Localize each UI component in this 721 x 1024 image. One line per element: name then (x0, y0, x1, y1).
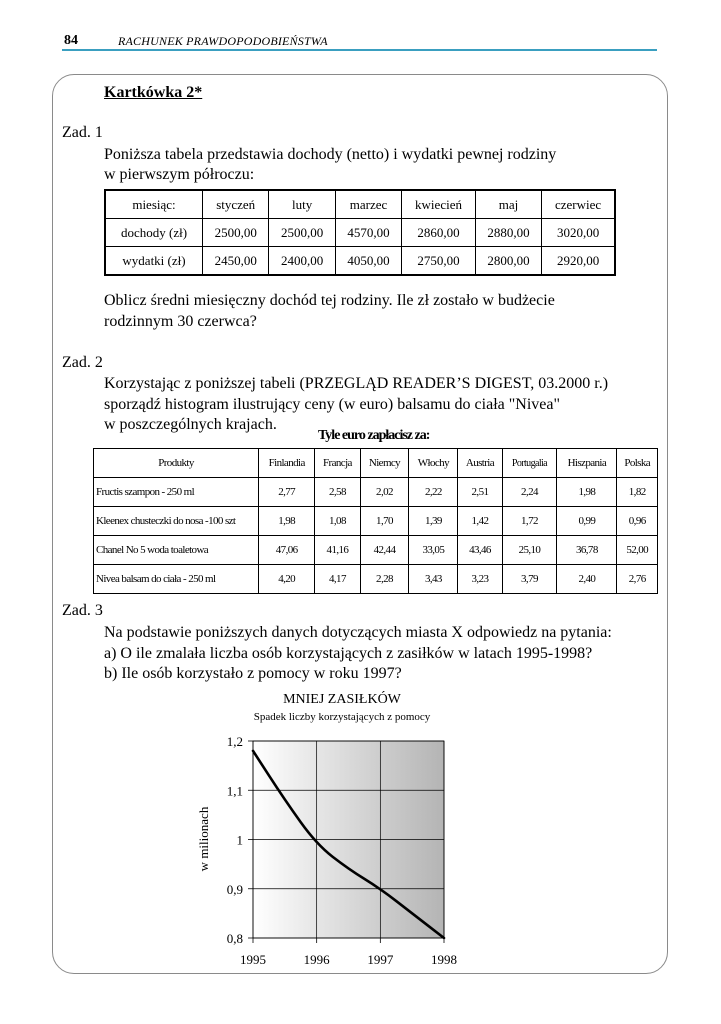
table-cell: 0,96 (617, 507, 658, 536)
table-cell: Austria (458, 449, 502, 478)
table-cell: marzec (335, 190, 401, 219)
table-cell: Polska (617, 449, 658, 478)
table-cell: 2920,00 (542, 247, 615, 276)
table-cell: miesiąc: (105, 190, 203, 219)
table-cell: 2500,00 (203, 219, 269, 247)
line-chart (180, 685, 500, 975)
table-cell: 2450,00 (203, 247, 269, 276)
table-row (94, 478, 658, 507)
table-cell: 1,98 (259, 507, 315, 536)
table-cell: Hiszpania (557, 449, 617, 478)
table-cell: 4050,00 (335, 247, 401, 276)
task1-label: Zad. 1 (62, 124, 103, 141)
table-cell: styczeń (203, 190, 269, 219)
table-cell: Portugalia (502, 449, 557, 478)
table-cell: wydatki (zł) (105, 247, 203, 276)
table-cell: 25,10 (502, 536, 557, 565)
table-cell: 2,02 (360, 478, 409, 507)
quiz-title: Kartkówka 2* (104, 84, 203, 101)
task3-line1: Na podstawie poniższych danych dotyczących miasta X odpowiedz na pytania: (104, 624, 612, 641)
table-cell: 2500,00 (269, 219, 335, 247)
table-cell: Kleenex chusteczki do nosa -100 szt (94, 507, 259, 536)
table-cell: Francja (315, 449, 360, 478)
table-cell: 2,51 (458, 478, 502, 507)
table-cell: dochody (zł) (105, 219, 203, 247)
table-cell: 52,00 (617, 536, 658, 565)
table-cell: Chanel No 5 woda toaletowa (94, 536, 259, 565)
table-cell: 2,77 (259, 478, 315, 507)
table-cell: luty (269, 190, 335, 219)
table-cell: kwiecień (402, 190, 476, 219)
table-cell: 1,82 (617, 478, 658, 507)
table-cell: Fructis szampon - 250 ml (94, 478, 259, 507)
table-cell: 2,58 (315, 478, 360, 507)
header-rule (62, 49, 657, 51)
table-cell: 2860,00 (402, 219, 476, 247)
chart-title: MNIEJ ZASIŁKÓW (283, 692, 401, 707)
table-row (105, 247, 615, 276)
table-cell: 1,72 (502, 507, 557, 536)
x-tick-label: 1995 (240, 952, 266, 967)
task3-line2: a) O ile zmalała liczba osób korzystających z zasiłków w latach 1995-1998? (104, 645, 593, 662)
table-cell: Włochy (409, 449, 458, 478)
table-cell: 0,99 (557, 507, 617, 536)
table-cell: Finlandia (259, 449, 315, 478)
task1-question-line2: rodzinnym 30 czerwca? (104, 313, 257, 330)
price-table (93, 448, 658, 594)
y-tick-label: 1,1 (226, 783, 243, 799)
y-tick-label: 0,9 (226, 881, 243, 897)
table-cell: 1,70 (360, 507, 409, 536)
task2-line1: Korzystając z poniższej tabeli (PRZEGLĄD READER’S DIGEST, 03.2000 r.) (104, 375, 609, 392)
x-tick-label: 1997 (367, 952, 394, 967)
table-cell: 1,39 (409, 507, 458, 536)
x-axis (240, 938, 457, 967)
task2-line3: w poszczególnych krajach. (104, 416, 277, 433)
table-cell: 2400,00 (269, 247, 335, 276)
table-cell: 4,17 (315, 565, 360, 594)
table-cell: 33,05 (409, 536, 458, 565)
table-cell: 2,22 (409, 478, 458, 507)
table-cell: 3,79 (502, 565, 557, 594)
table-cell: 4570,00 (335, 219, 401, 247)
table-row (94, 536, 658, 565)
task3-line3: b) Ile osób korzystało z pomocy w roku 1997? (104, 665, 402, 682)
table-cell: 2,76 (617, 565, 658, 594)
y-tick-label: 1 (236, 832, 243, 848)
table-cell: 2880,00 (475, 219, 541, 247)
table-cell: Nivea balsam do ciała - 250 ml (94, 565, 259, 594)
table-cell: 43,46 (458, 536, 502, 565)
table-cell: 47,06 (259, 536, 315, 565)
table-header-row (105, 190, 615, 219)
table-cell: 4,20 (259, 565, 315, 594)
table-cell: 3,23 (458, 565, 502, 594)
y-tick-label: 1,2 (226, 734, 243, 749)
y-tick-label: 0,8 (226, 931, 243, 946)
income-expense-table (104, 189, 616, 276)
table-row (94, 507, 658, 536)
table-cell: 2800,00 (475, 247, 541, 276)
price-table-title: Tyle euro zapłacisz za: (318, 428, 430, 443)
table-cell: 36,78 (557, 536, 617, 565)
x-tick-label: 1996 (303, 952, 330, 967)
table-header-row (94, 449, 658, 478)
page-number: 84 (64, 33, 78, 48)
table-cell: 2750,00 (402, 247, 476, 276)
y-axis-label: w milionach (196, 806, 211, 872)
y-axis (227, 734, 253, 946)
task3-label: Zad. 3 (62, 602, 103, 619)
chart-subtitle: Spadek liczby korzystających z pomocy (253, 711, 431, 723)
table-cell: Niemcy (360, 449, 409, 478)
table-cell: 2,24 (502, 478, 557, 507)
table-cell: 1,08 (315, 507, 360, 536)
table-cell: 42,44 (360, 536, 409, 565)
task2-label: Zad. 2 (62, 354, 103, 371)
table-cell: maj (475, 190, 541, 219)
table-cell: 3020,00 (542, 219, 615, 247)
table-row (94, 565, 658, 594)
table-cell: 1,98 (557, 478, 617, 507)
table-cell: 2,28 (360, 565, 409, 594)
task1-intro-line2: w pierwszym półroczu: (104, 166, 255, 183)
table-cell: Produkty (94, 449, 259, 478)
task1-question-line1: Oblicz średni miesięczny dochód tej rodziny. Ile zł zostało w budżecie (104, 292, 555, 309)
task1-intro-line1: Poniższa tabela przedstawia dochody (netto) i wydatki pewnej rodziny (104, 146, 557, 163)
table-cell: 3,43 (409, 565, 458, 594)
table-cell: czerwiec (542, 190, 615, 219)
table-cell: 41,16 (315, 536, 360, 565)
task2-line2: sporządź histogram ilustrujący ceny (w euro) balsamu do ciała "Nivea" (104, 396, 561, 413)
table-cell: 1,42 (458, 507, 502, 536)
x-tick-label: 1998 (431, 952, 457, 967)
running-title: RACHUNEK PRAWDOPODOBIEŃSTWA (118, 34, 328, 48)
table-row (105, 219, 615, 247)
table-cell: 2,40 (557, 565, 617, 594)
